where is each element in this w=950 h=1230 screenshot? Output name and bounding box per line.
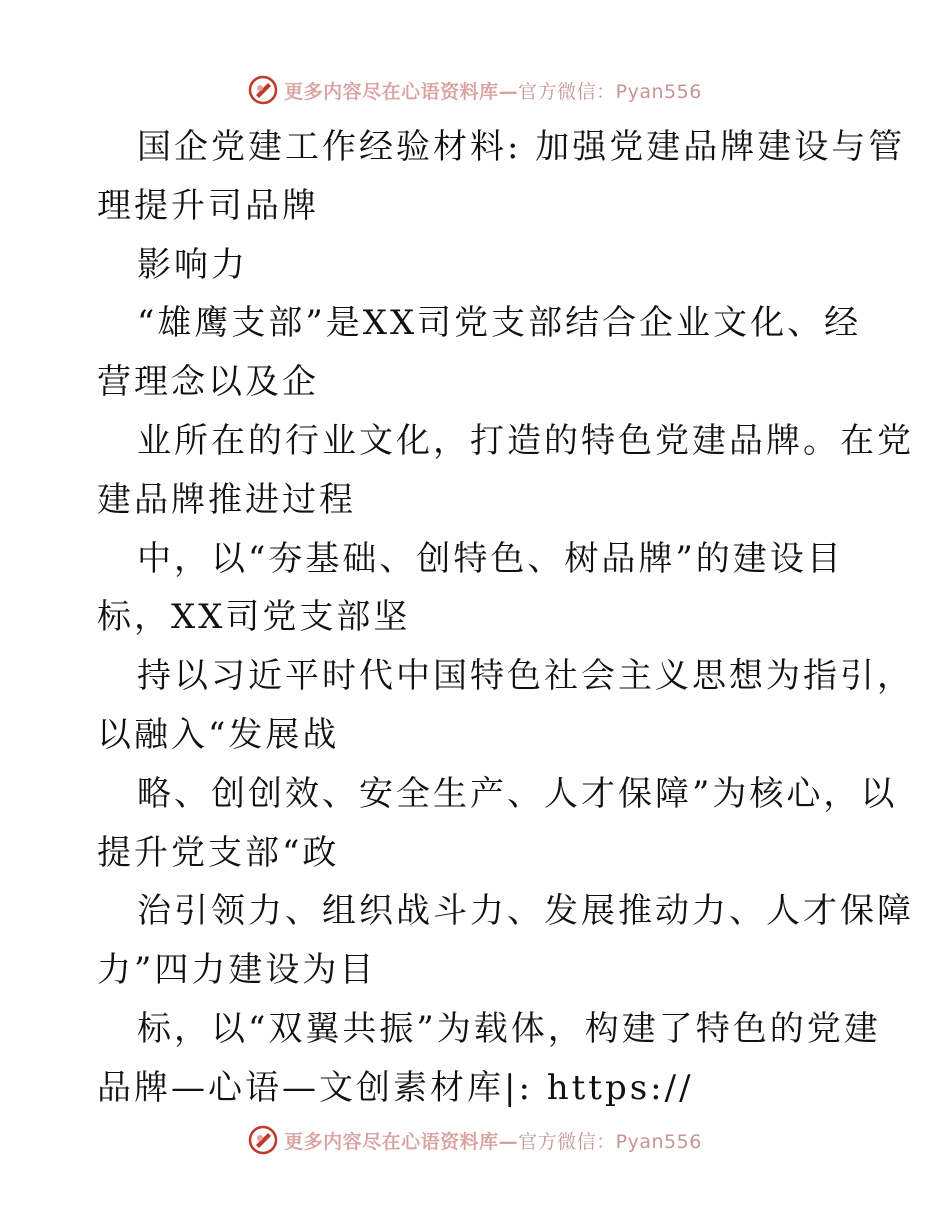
red-circular-logo-icon xyxy=(248,1125,278,1155)
doc-line: “雄鹰支部”是XX司党支部结合企业文化、经 xyxy=(137,303,862,344)
doc-line: 国企党建工作经验材料: 加强党建品牌建设与管 xyxy=(137,127,906,167)
banner-text xyxy=(284,1127,702,1154)
doc-line: 提升党支部“政 xyxy=(97,832,340,873)
doc-line: 建品牌推进过程 xyxy=(97,479,356,520)
banner-promo-text: 更多内容尽在心语资料库— xyxy=(284,80,519,103)
doc-line: 以融入“发展战 xyxy=(97,714,340,755)
doc-line: 标，XX司党支部坚 xyxy=(97,597,411,638)
header-banner xyxy=(0,72,950,108)
doc-line: 标，以“双翼共振”为载体，构建了特色的党建 xyxy=(137,1008,881,1049)
doc-line: 略、创创效、安全生产、人才保障”为核心，以 xyxy=(137,773,898,814)
doc-line: 中，以“夯基础、创特色、树品牌”的建设目 xyxy=(137,538,844,579)
doc-line: 业所在的行业文化，打造的特色党建品牌。在党 xyxy=(137,420,914,461)
doc-line: 力”四力建设为目 xyxy=(97,950,377,991)
doc-line: 理提升司品牌 xyxy=(97,185,319,226)
doc-line: 品牌—心语—文创素材库|: https:// xyxy=(97,1067,694,1108)
banner-text xyxy=(284,77,702,104)
banner-wechat-text: 官方微信：Pyan556 xyxy=(518,1130,702,1153)
doc-line: 营理念以及企 xyxy=(97,362,319,403)
doc-line: 治引领力、组织战斗力、发展推动力、人才保障 xyxy=(137,891,914,932)
footer-banner xyxy=(0,1122,950,1158)
banner-wechat-text: 官方微信：Pyan556 xyxy=(518,80,702,103)
banner-promo-text: 更多内容尽在心语资料库— xyxy=(284,1130,519,1153)
doc-line: 持以习近平时代中国特色社会主义思想为指引， xyxy=(137,656,914,697)
red-circular-logo-icon xyxy=(248,75,278,105)
doc-line: 影响力 xyxy=(137,244,248,285)
document-body xyxy=(97,118,914,1118)
